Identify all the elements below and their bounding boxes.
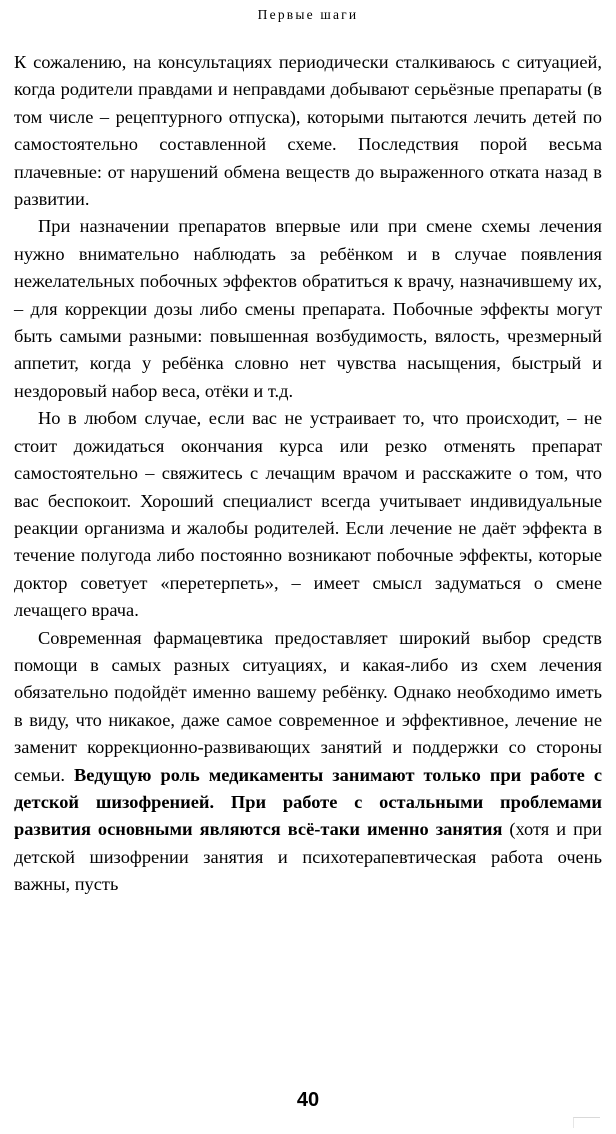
paragraph-4-text-a: Современная фармацевтика предоставляет широкий выбор средств помощи в самых разных ситуациях, и какая-либо из схем лечения обязательно подойдёт именно вашему ребёнку. Однако необходимо иметь в виду, что никакое, даже самое современное и эффективное, лечение не заменит коррекционно-развивающих занятий и поддержки со стороны семьи. (14, 627, 602, 785)
body-text (14, 49, 602, 899)
paragraph-2-text: При назначении препаратов впервые или при смене схемы лечения нужно внимательно наблюдать за ребёнком и в случае появления нежелательных побочных эффектов обратиться к врачу, назначившему их, – для коррекции дозы либо смены препарата. Побочные эффекты могут быть самыми разными: повышенная возбудимость, вялость, чрезмерный аппетит, когда у ребёнка словно нет чувства насыщения, быстрый и нездоровый набор веса, отёки и т.д. (14, 216, 602, 401)
paragraph-1 (14, 49, 602, 213)
paragraph-4 (14, 625, 602, 899)
paragraph-1-text: К сожалению, на консультациях периодически сталкиваюсь с ситуацией, когда родители правдами и неправдами добывают серьёзные препараты (в том числе – рецептурного отпуска), которыми пытаются лечить детей по самостоятельно составленной схеме. Последствия порой весьма плачевные: от нарушений обмена веществ до выраженного отката назад в развитии. (14, 52, 602, 210)
paragraph-4-text-b: (хотя и при детской шизофрении занятия и психотерапевтическая работа очень важны, пусть (14, 819, 602, 895)
paragraph-3 (14, 405, 602, 624)
book-page (0, 7, 616, 1134)
running-head: Первые шаги (257, 7, 359, 22)
corner-crop-mark (573, 1117, 600, 1128)
page-number: 40 (296, 1089, 320, 1111)
paragraph-2 (14, 213, 602, 405)
paragraph-3-text: Но в любом случае, если вас не устраивает то, что происходит, – не стоит дожидаться окончания курса или резко отменять препарат самостоятельно – свяжитесь с лечащим врачом и расскажите о том, что вас беспокоит. Хороший специалист всегда учитывает индивидуальные реакции организма и жалобы родителей. Если лечение не даёт эффекта в течение полугода либо постоянно возникают побочные эффекты, которые доктор советует «перетерпеть», – имеет смысл задуматься о смене лечащего врача. (14, 408, 602, 621)
paragraph-4-text-bold: Ведущую роль медикаменты занимают только при работе с детской шизофренией. При работе с остальными проблемами развития основными являются всё-таки именно занятия (14, 764, 602, 840)
